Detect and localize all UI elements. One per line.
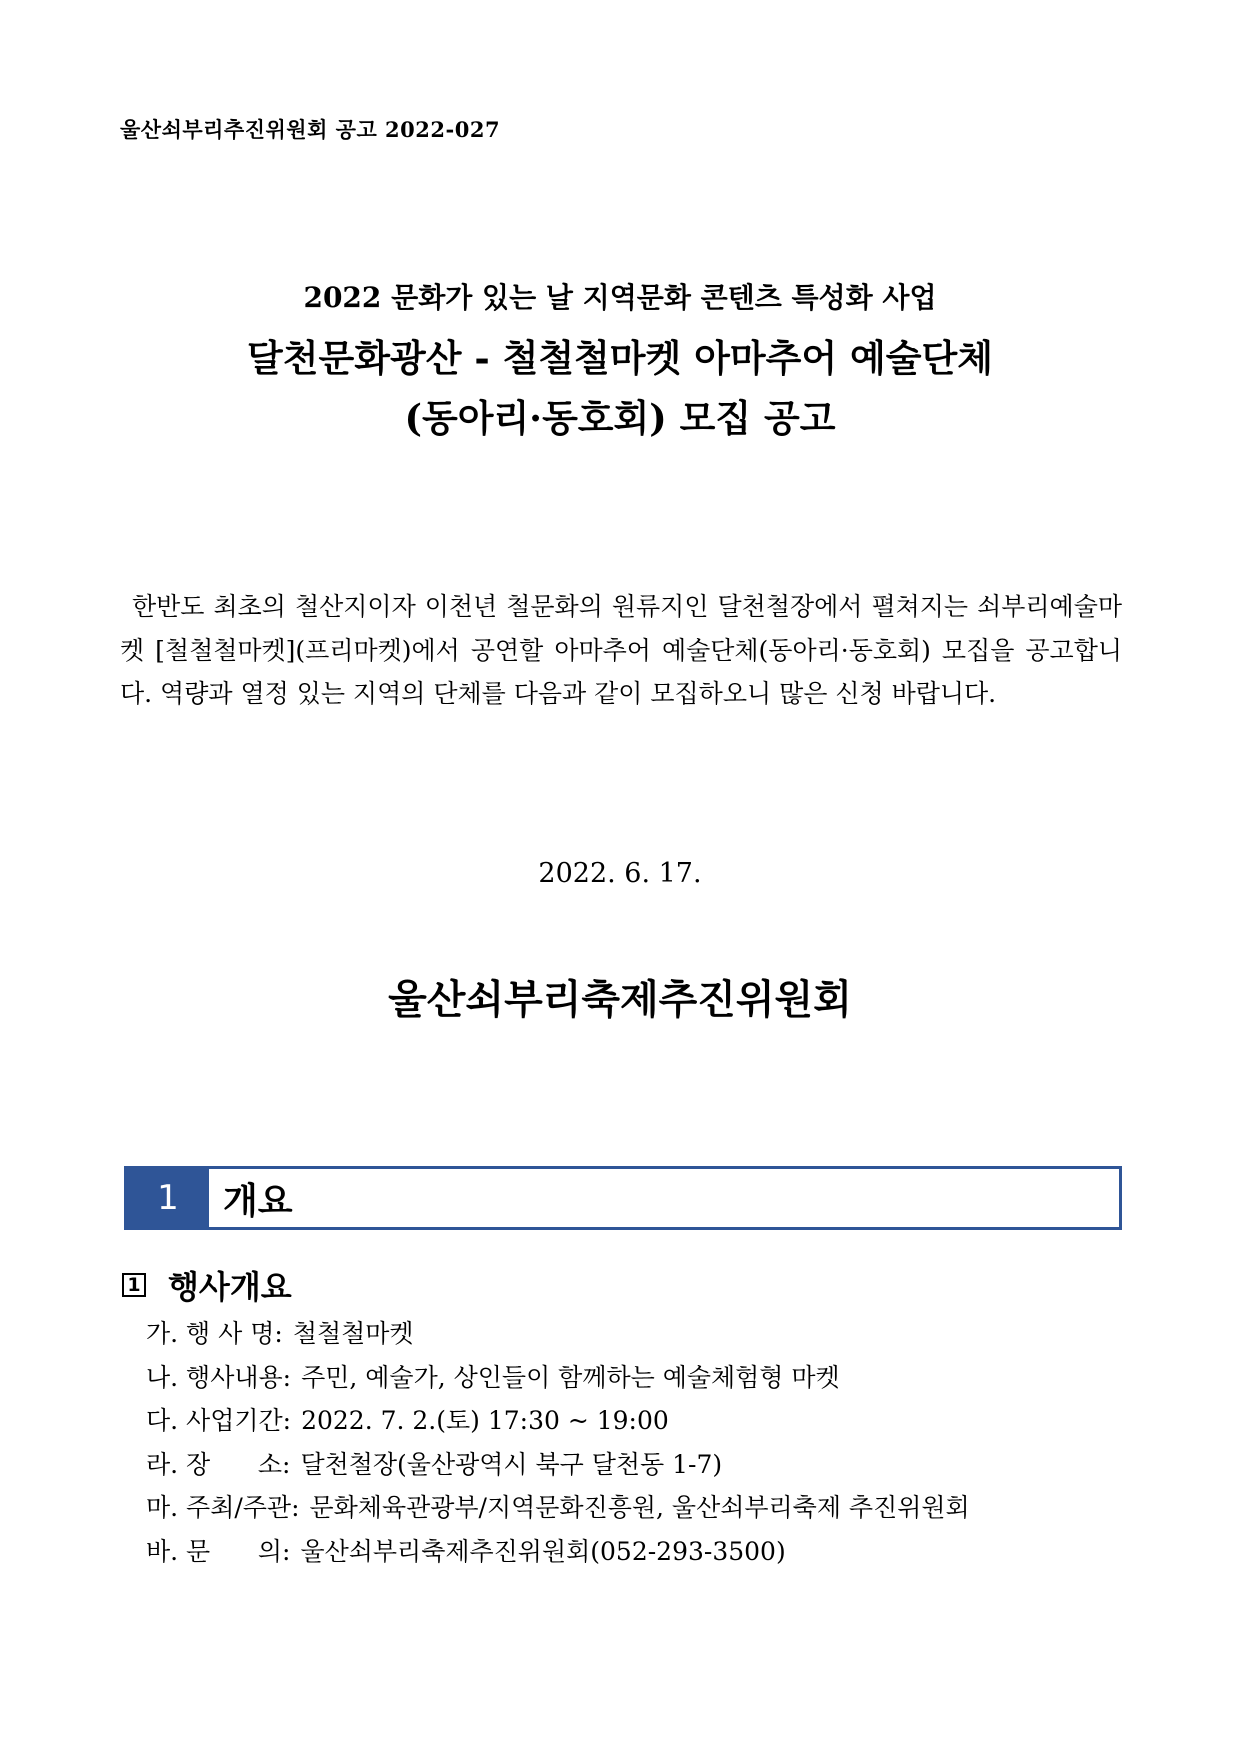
subsection-heading bbox=[122, 1262, 292, 1308]
detail-label: 다. 사업기간: bbox=[146, 1406, 292, 1435]
detail-row-contact bbox=[146, 1530, 1106, 1574]
detail-value: 문화체육관광부/지역문화진흥원, 울산쇠부리축제 추진위원회 bbox=[309, 1493, 970, 1522]
title-line-3: (동아리·동호회) 모집 공고 bbox=[404, 396, 836, 440]
detail-value: 달천철장(울산광역시 북구 달천동 1-7) bbox=[300, 1449, 723, 1479]
title-line-2: 달천문화광산 - 철철철마켓 아마추어 예술단체 bbox=[247, 336, 993, 380]
detail-value: 2022. 7. 2.(토) 17:30 ~ 19:00 bbox=[301, 1406, 669, 1435]
organization-name: 울산쇠부리축제추진위원회 bbox=[388, 976, 852, 1023]
detail-label: 바. 문 의: bbox=[146, 1536, 291, 1566]
detail-row-event-name bbox=[146, 1312, 1106, 1356]
notice-number: 울산쇠부리추진위원회 공고 2022-027 bbox=[120, 117, 501, 142]
announcement-date: 2022. 6. 17. bbox=[538, 858, 702, 889]
section-header bbox=[124, 1166, 1122, 1230]
title-line-1: 2022 문화가 있는 날 지역문화 콘텐츠 특성화 사업 bbox=[303, 281, 937, 314]
detail-row-venue bbox=[146, 1443, 1106, 1487]
subsection-number: 1 bbox=[122, 1273, 146, 1297]
intro-paragraph: 한반도 최초의 철산지이자 이천년 철문화의 원류지인 달천철장에서 펼쳐지는 쇠부리예술마켓 [철철철마켓](프리마켓)에서 공연할 아마추어 예술단체(동아리·동호회) 모집을 공고합니다. 역량과 열정 있는 지역의 단체를 다음과 같이 모집하오니 많은 신청 바랍니다. bbox=[120, 592, 1122, 708]
detail-label: 마. 주최/주관: bbox=[146, 1493, 300, 1522]
detail-value: 주민, 예술가, 상인들이 함께하는 예술체험형 마켓 bbox=[301, 1362, 840, 1392]
detail-value: 울산쇠부리축제추진위원회(052-293-3500) bbox=[300, 1536, 786, 1566]
detail-label: 나. 행사내용: bbox=[146, 1362, 292, 1392]
section-number: 1 bbox=[127, 1169, 209, 1227]
subsection-title: 행사개요 bbox=[168, 1268, 292, 1306]
detail-label: 라. 장 소: bbox=[146, 1449, 291, 1479]
section-title: 개요 bbox=[223, 1180, 293, 1222]
event-details-list bbox=[146, 1312, 1106, 1573]
detail-row-host bbox=[146, 1486, 1106, 1530]
detail-label: 가. 행 사 명: bbox=[146, 1319, 283, 1348]
detail-value: 철철철마켓 bbox=[292, 1319, 414, 1348]
detail-row-period bbox=[146, 1399, 1106, 1443]
detail-row-event-content bbox=[146, 1356, 1106, 1400]
